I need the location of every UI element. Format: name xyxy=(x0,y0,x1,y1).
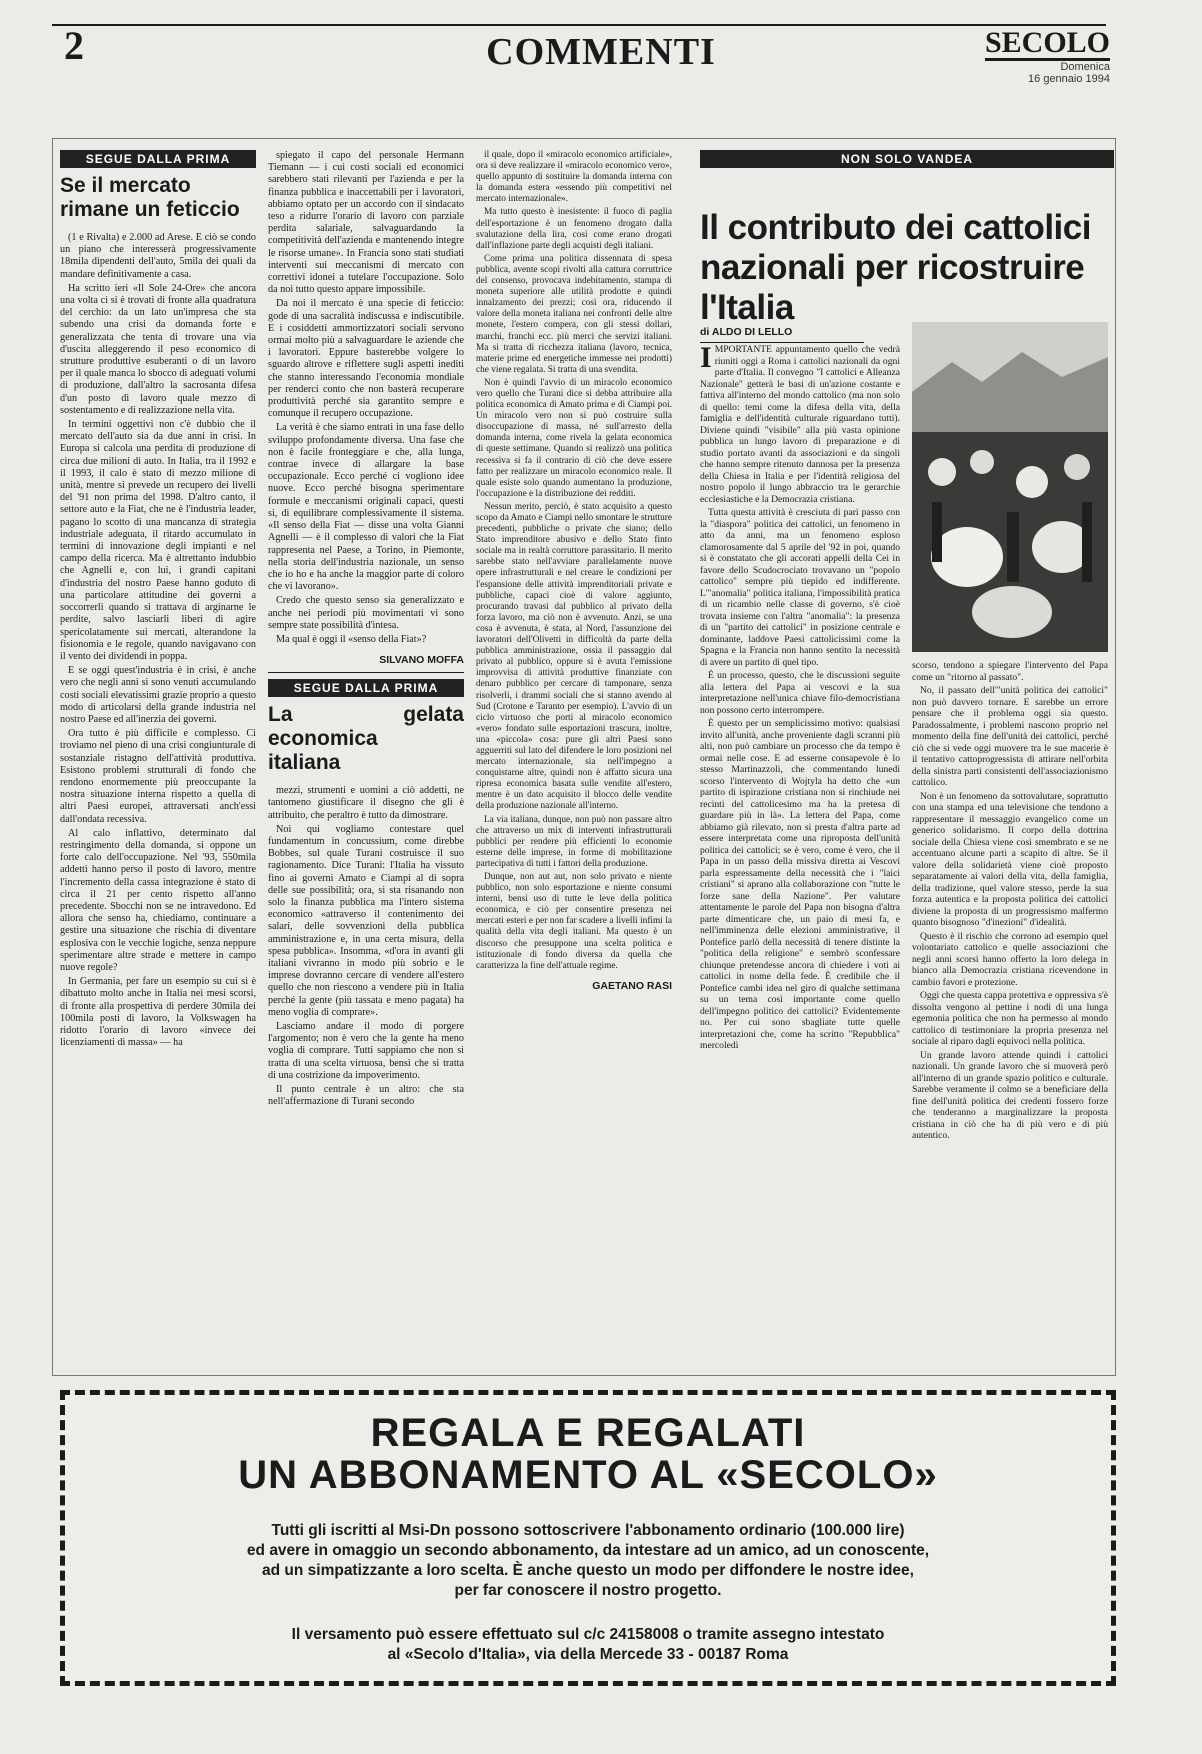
article5-paragraph: È un processo, questo, che le discussioni seguite alla lettera del Papa ai vescovi e la sua interpretazione nell'unica chiave filo-democristiana non possono certo interrompere. xyxy=(700,670,900,716)
article5-paragraph: Questo è il rischio che corrono ad esempio quel volontariato cattolico e quelle associazioni che negli anni scorsi hanno offerto la loro delega in bianco alla Democrazia cristiana ricevendone in cambio favori e protezione. xyxy=(912,930,1108,988)
column-3 xyxy=(476,150,672,992)
ad-footer-line: al «Secolo d'Italia», via della Mercede 33 - 00187 Roma xyxy=(387,1646,789,1663)
article5-dropcap: I xyxy=(700,341,712,374)
ad-body-line: per far conoscere il nostro progetto. xyxy=(454,1582,722,1599)
article4-paragraph: Non è quindi l'avvio di un miracolo economico vero quello che Turani dice si debba attribuire alla politica economica di Amato prima e di Ciampi poi. Un miracolo vero non si può costruire sulla disoccupazione di massa, né sull'arresto della domanda interna, come rivela la gelata economica di queste settimane. Quando si realizzò una politica recessiva si fa il contrario di ciò che deve essere fatto per realizzare un miracolo economico reale. Il quale esiste solo quando aumentano la produzione, l'occupazione e la distribuzione dei redditi. xyxy=(476,377,672,499)
photo-crowd-image xyxy=(912,322,1108,652)
column-4 xyxy=(700,326,900,1054)
article5-title-line2: nazionali per ricostruire l'Italia xyxy=(700,248,1085,327)
header-rule xyxy=(52,24,1106,26)
masthead-date: 16 gennaio 1994 xyxy=(1028,73,1110,85)
article4-byline: GAETANO RASI xyxy=(592,979,672,992)
ad-footer xyxy=(65,1625,1111,1665)
article1-paragraph: Ora tutto è più difficile e complesso. Ci troviamo nel pieno di una crisi congiunturale di sostanziale ristagno dell'attività produttiva. Esistono problemi strutturali di fondo che rendono enormemente più preoccupante la nostra situazione interna rispetto a quella di altri Paesi europei, attraversati anch'essi dall'ondata recessiva. xyxy=(60,728,256,825)
ad-footer-line: Il versamento può essere effettuato sul c/c 24158008 o tramite assegno intestato xyxy=(291,1626,885,1643)
article3-paragraph: Noi qui vogliamo contestare quel fundamentum in concussium, come direbbe Bobbes, sul quale Turani costruisce il suo ragionamento. Dice Turani: l'Italia ha vissuto fino ai governi Amato e Ciampi al di sopra delle sue possibilità; ora, si sta risanando non solo la finanza pubblica ma l'intero sistema economico «attraverso il contenimento dei salari, delle sovvenzioni della pubblica amministrazione e, in una certa misura, della spesa pubblica». Insomma, «d'ora in avanti gli italiani vivranno in modo più sobrio e le imprese dovranno cercare di vendere all'estero quello che non riescono a vendere più in Italia perché la gente (più tassata e meno pagata) ha meno voglia di comprare». xyxy=(268,823,464,1018)
article3-title-line2: italiana xyxy=(268,751,341,775)
article5-paragraph: Non è un fenomeno da sottovalutare, soprattutto con una stampa ed una televisione che tendono a rappresentare il messaggio evangelico come un generico solidarismo. Il corpo della dottrina sociale della Chiesa viene così smembrato e se ne accentuano alcune parti a scapito di altre. Se il valore della solidarietà viene cioè proposto separatamente ai valori della vita, della famiglia, della tradizione, quel valore stesso, perde la sua forza autentica e la proposta politica dei cattolici diviene la proposta di un progressismo malfermo quanto bisognoso "d'inezioni" d'idealità. xyxy=(912,790,1108,928)
article5-paragraph: Oggi che questa cappa protettiva e oppressiva s'è dissolta vengono al pettine i nodi di una lunga egemonia politica che non ha permesso al mondo cattolico di testimoniare la propria presenza nel sociale al riparo dagli equivoci nella politica. xyxy=(912,990,1108,1047)
article3-paragraph: mezzi, strumenti e uomini a ciò addetti, ne tantomeno giustificare il disegno che gli è attribuito, che peraltro è tutto da dimostrare. xyxy=(268,785,464,821)
page-number: 2 xyxy=(64,23,84,68)
article3-title xyxy=(268,703,464,775)
article5-title-line1: Il contributo dei cattolici xyxy=(700,208,1091,247)
article4-paragraph: Nessun merito, perciò, è stato acquisito a questo scopo da Amato e Ciampi nello smontare le strutture precedenti, pubbliche o private che siano; dello Stato imprenditore abusivo e dello Stato finto sociale ma in realtà corruttore parassitario. Il merito sarebbe stato nell'avviare parallelamente nuove opere infrastrutturali e nel creare le condizioni per l'espansione delle attività imprenditoriali private e pubbliche, capaci cioè di valore aggiunto, procurando travasi dal pubblico al privato della forza lavoro, ma ciò non è avvenuto. Anzi, se una cosa è avvenuta, è stata, al Nord, l'assunzione dei lavoratori dell'Olivetti in difficoltà da parte della pubblica amministrazione, ossia il passaggio dal privato al pubblico, oppure si è avuta l'emissione improvvisa di attività produttive finanziate con denaro pubblico per cercare di tamponare, senza risolverli, i drammi sociali che si stanno avendo al Sud (Crotone e Taranto per esempio). L'avvio di un ciclo virtuoso che porti al miracolo economico «vero» fondato sulle esportazioni trascura, inoltre, una «piccola» cosa: pure gli altri Paesi sono agguerriti sul lato del difendere le loro posizioni nel mercato internazionale, sia nell'impegno a conquistarne altre, quindi non è affatto sicura una ripresa economica basata sulle vendite all'estero, mentre è un dato acquisito il blocco delle vendite della produzione nazionale all'interno. xyxy=(476,501,672,812)
column-2 xyxy=(268,150,464,1110)
article5-byline: di ALDO DI LELLO xyxy=(700,326,793,338)
article3-paragraph: Lasciamo andare il modo di porgere l'argomento; non è vero che la gente ha meno voglia di comprare. Tutti sappiamo che non si tratta di una scelta virtuosa, bensì che si tratta di una costrizione da impoverimento. xyxy=(268,1020,464,1081)
article2-paragraph: Credo che questo senso sia generalizzato e anche nei periodi più movimentati vi sono sempre state possibilità d'intesa. xyxy=(268,595,464,631)
article4-paragraph: La via italiana, dunque, non può non passare altro che attraverso un mix di interventi infrastrutturali pubblici per rendere più efficienti lo economie esterne delle imprese, in forme di mobilitazione partecipativa di tutti i fattori della produzione. xyxy=(476,814,672,869)
article3-title-line1: La gelata economica xyxy=(268,703,464,751)
masthead-day: Domenica xyxy=(1060,61,1110,73)
article5-paragraph: Tutta questa attività è cresciuta di pari passo con la "diaspora" politica dei cattolici, un fenomeno in atto da anni, ma un fenomeno esploso clamorosamente dal 5 aprile del '92 in poi, quando si è constatato che gli accorati appelli della Cei in favore dello Scudocrociato trovavano un "popolo cattolico" sempre più tiepido ed indifferente. L'"anomalia" politica italiana, l'impossibilità pratica di un ricambio nelle classe di governo, s'è cioè trovata insieme con l'altra "anomalia": la presenza di un "partito dei cattolici" in posizione centrale e dominante, laddove Paesi cattolicissimi come la Spagna e la Francia non hanno sentito la necessità di avere un partito di quel tipo. xyxy=(700,507,900,668)
article4-paragraph: Ma tutto questo è inesistente: il fuoco di paglia dell'esportazione è un fenomeno drogato dalla svalutazione della lira, così come erano drogati dall'inflazione parte degli acquisti degli italiani. xyxy=(476,207,672,251)
divider xyxy=(268,672,464,673)
article5-title xyxy=(700,208,1114,328)
ad-title-line1: REGALA E REGALATI xyxy=(370,1411,806,1455)
ad-body-line: Tutti gli iscritti al Msi-Dn possono sottoscrivere l'abbonamento ordinario (100.000 lire) xyxy=(271,1522,905,1539)
column-5 xyxy=(912,660,1108,1144)
article1-kicker: SEGUE DALLA PRIMA xyxy=(60,150,256,168)
article5-lead-text: MPORTANTE appuntamento quello che vedrà riuniti oggi a Roma i cattolici nazionali da ogni parte d'Italia. Il convegno "I cattolici e Alleanza Nazionale" getterà le basi di un'azione costante e fattiva all'interno del mondo cattolico (ma non solo di quello: temi come la difesa della vita, della famiglia e dell'identità culturale riguardano tutti). Diviene quindi "visibile" alla più vasta opinione pubblica un lungo lavoro di preparazione e di studio portato avanti da associazioni e da singoli che hanno sempre ritenuto dannosa per la presenza della Chiesa in Italia e per l'identità religiosa del nostro popolo il lungo abbraccio tra le gerarchie ecclesiastiche e la Democrazia cristiana. xyxy=(700,344,900,505)
article1-paragraph: Ha scritto ieri «Il Sole 24-Ore» che ancora una volta ci si è trovati di fronte alla quadratura del cerchio: da un lato un'impresa che sta subendo una crisi da domanda forte e generalizzata che tenta di trovare una via d'uscita alleggerendo il peso economico di strutture produttive esuberanti o di un lavoro per il quale manca lo sbocco di adeguati volumi di produzione, dall'altro la sacrosanta difesa d'un posto di lavoro quale mezzo di sostentamento e di realizzazione nella vita. xyxy=(60,282,256,416)
section-title: COMMENTI xyxy=(486,31,716,73)
article1-paragraph: E se oggi quest'industria è in crisi, è anche vero che negli anni si sono venuti accumulando costi sociali elevatissimi grazie proprio a questo modo di articolarsi della grande industria nel nostro Paese ed all'inerzia dei governi. xyxy=(60,665,256,725)
article2-paragraph: Da noi il mercato è una specie di feticcio: gode di una sacralità indiscussa e indiscutibile. E i cosiddetti ammortizzatori sociali servono ormai molto più a salvaguardare le aziende che i lavoratori. Eppure basterebbe volgere lo sguardo altrove e riflettere sugli aspetti inediti che stanno interessando l'economia mondiale per renderci conto che non basterà recuperare produttività perché sia garantito sempre e comunque il recupero occupazione. xyxy=(268,298,464,420)
article3-paragraph: Il punto centrale è un altro: che sta nell'affermazione di Turani secondo xyxy=(268,1084,464,1108)
article4-paragraph: Come prima una politica dissennata di spesa pubblica, avente scopi rivolti alla cattura corruttrice del consenso, provocava indebitamento, stampa di moneta superiore alle utilità prodotte e quindi innalzamento dei prezzi; così ora, riducendo il valore della moneta italiana nei confronti delle altre monete, l'estero compera, con gli stessi dollari, marchi, franchi ecc. più merci che servizi italiani. Ma si tratta di ricchezza italiana (lavoro, tecnica, materie prime ed energetiche immesse nei prodotti) che viene regalata. Si tratta di una svendita. xyxy=(476,253,672,375)
article1-paragraph: (1 e Rivalta) e 2.000 ad Arese. E ciò se condo un piano che interesserà progressivamente 18mila dipendenti dell'auto, 5mila dei quali da mandare definitivamente a casa. xyxy=(60,232,256,280)
masthead-logo: SECOLO xyxy=(984,26,1110,59)
ad-body-line: ed avere in omaggio un secondo abbonamento, da intestare ad un amico, ad un conoscente, xyxy=(246,1542,930,1559)
article1-title xyxy=(60,174,256,222)
article1-title-line1: Se il mercato xyxy=(60,174,191,197)
masthead xyxy=(985,28,1110,85)
article5-lead xyxy=(700,341,900,505)
article2-paragraph: Ma qual è oggi il «senso della Fiat»? xyxy=(276,633,427,645)
ad-body-line: ad un simpatizzante a loro scelta. È anche questo un modo per diffondere le nostre idee, xyxy=(262,1562,914,1579)
article1-paragraph: In Germania, per fare un esempio su cui si è dibattuto molto anche in Italia nei mesi scorsi, di fronte alla prospettiva di perdere 30mila dei 100mila posti di lavoro, la Volkswagen ha ridotto l'orario di lavoro «invece dei licenziamenti di massa» — ha xyxy=(60,976,256,1049)
article2-paragraph: spiegato il capo del personale Hermann Tiemann — i cui costi sociali ed economici sarebbero stati rilevanti per l'azienda e per la finanza pubblica e inaccettabili per i lavoratori, abbiamo optato per un accordo con il sindacato teso a ridurre l'orario di lavoro con parziale perdita salariale, salvaguardando la competitività dell'azienda e mantenendo integre le risorse umane». In Francia sono stati studiati interventi sui meccanismi di mercato con correttivi idonei a tutelare l'occupazione. Solo da noi tutto questo appare impossibile. xyxy=(268,150,464,296)
article4-paragraph: Dunque, non aut aut, non solo privato e niente pubblico, non solo esportazione e niente consumi interni, bensì uso di tutte le leve della politica economica, e ciò per consentire presenza nei mercati esteri e per non far scadere a livelli infimi la qualità della vita degli italiani. Ma questo è un discorso che presuppone una scelta politica e istituzionale di fondo diversa da quella che caratterizza la fine dell'attuale regime. xyxy=(476,872,672,971)
article5-paragraph: Un grande lavoro attende quindi i cattolici nazionali. Un grande lavoro che si muoverà però all'interno di un grande spazio politico e culturale. Sarebbe veramente il colmo se a beneficiare della fine dell'unità politica dei credenti fossero forze che tenderanno a marginalizzare la proposta cristiana in ciò che ha di più vero e di più autentico. xyxy=(912,1049,1108,1141)
article1-paragraph: Al calo inflattivo, determinato dal restringimento della domanda, si oppone un forte calo dell'occupazione. Nel '93, 550mila addetti hanno perso il posto di lavoro, mentre l'incremento della cassa integrazione è stato di circa il 21 per cento rispetto all'anno precedente. Sbocchi non se ne intravedono. Ed allora che senso ha, chiediamo, continuare a gestire una situazione che rischia di diventare esplosiva con le vecchie logiche, senza neppure sperimentare altre strade e mettere in campo nuove regole? xyxy=(60,827,256,973)
photo-crowd xyxy=(912,322,1108,652)
ad-title-line2: UN ABBONAMENTO AL «SECOLO» xyxy=(238,1453,938,1497)
column-1 xyxy=(60,150,256,1051)
article5-paragraph: È questo per un semplicissimo motivo: qualsiasi invito all'unità, anche proveniente dagli scranni più alti, non può cambiare un processo che da tempo è ormai nelle cose. E ad esserne consapevole è lo stesso Martinazzoli, che commentando lunedì scorso l'intervento di Wojtyla ha detto che «un partito di ispirazione cristiana non si rinchiude nei recinti del cattolicesimo ma ha la pretesa di guardare più in là». La lettera del Papa, come abbiamo già rilevato, non si presta d'altra parte ad essere interpretata come una riproposta dell'unità politica dei cattolici; se è vero, come è vero, che il Papa in un passo della missiva diretta ai Vescovi parla espressamente della necessità che i "laici cristiani" si aprano alla collaborazione con "tutte le forze sane della Nazione". Per valutare attentamente le parole del Papa non bisogna d'altra parte dimenticare che, un paio di mesi fa, e nell'imminenza delle elezioni amministrative, il Pontefice parlò della necessità di tenere distinte la "politica della religione" e sembrò sconfessare chiunque pretendesse ancora di chiedere i voti ai cattolici in nome della fede. È credibile che il Pontefice cambi idea nel giro di qualche settimana su un tema così importante come quello dell'impegno politico dei cattolici? Evidentemente no. Per cui sono sbagliate tutte quelle interpretazioni che, come ha scritto "Repubblica" mercoledì xyxy=(700,718,900,1051)
article5-paragraph: No, il passato dell'"unità politica dei cattolici" non può davvero tornare. E sarebbe un errore pensare che il problema oggi sia questo. Paradossalmente, i problemi nascono proprio nel momento della fine dell'unità dei cattolici, perché ciò che si vede oggi muovere tra le sue macerie è il tentativo cattoprogressista di attirare nell'orbita della sinistra parti consistenti dell'associazionismo cattolico. xyxy=(912,685,1108,788)
article5-paragraph: scorso, tendono a spiegare l'intervento del Papa come un "ritorno al passato". xyxy=(912,660,1108,683)
article2-paragraph: La verità è che siamo entrati in una fase dello sviluppo profondamente diversa. Una fase che non è facile fronteggiare e che, alla lunga, contrae invece di allargare la base occupazionale. Ecco perché ci vogliono idee nuove. Ecco perché bisogna sperimentare formule e meccanismi originali capaci, questi sì, di equilibrare complessivamente il sistema. «Il senso della Fiat — disse una volta Gianni Agnelli — è il complesso di valori che la Fiat rappresenta nel Paese, a Torino, in Piemonte, nella storia dell'industria nazionale, un senso che io ho e ha anche la maggior parte di coloro che vi lavorano». xyxy=(268,422,464,593)
article4-paragraph: il quale, dopo il «miracolo economico artificiale», ora si deve realizzare il «miracolo economico vero», quello appunto di sostituire la domanda interna con la domanda estera «essendo più competitivi nel mercato internazionale». xyxy=(476,150,672,205)
article2-byline: SILVANO MOFFA xyxy=(379,654,464,667)
article3-kicker: SEGUE DALLA PRIMA xyxy=(268,679,464,697)
article1-title-line2: rimane un feticcio xyxy=(60,198,240,221)
article5-kicker: NON SOLO VANDEA xyxy=(700,150,1114,168)
article1-paragraph: In termini oggettivi non c'è dubbio che il mercato dell'auto sia da due anni in crisi. In Europa si calcola una perdita di produzione di circa due milioni di auto. In Italia, tra il 1992 e il 1993, il calo è stato di mezzo milione di unità, mentre si prevede un recupero dei livelli del '91 non prima del 1998. D'altro canto, il settore auto e la Fiat, che ne è l'industria leader, pagano lo scotto di una mancanza di strategia industriale adeguata, il ritardo accumulato in termini di innovazione degli impianti e nel campo della ricerca. Ma è altrettanto indubbio che Agnelli e, con lui, i grandi capitani d'industria del nostro Paese hanno goduto di una particolare attitudine dei governi a soccorrerli quando si trattava di arginarne le perdite, salvo lasciarli liberi di agire spericolatamente sui mercati, alterandone la fisionomia e le regole, quando navigavano con il vento dei dividendi in poppa. xyxy=(60,419,256,662)
article5-header xyxy=(700,150,1114,349)
subscription-ad xyxy=(60,1390,1116,1686)
ad-body xyxy=(65,1521,1111,1601)
